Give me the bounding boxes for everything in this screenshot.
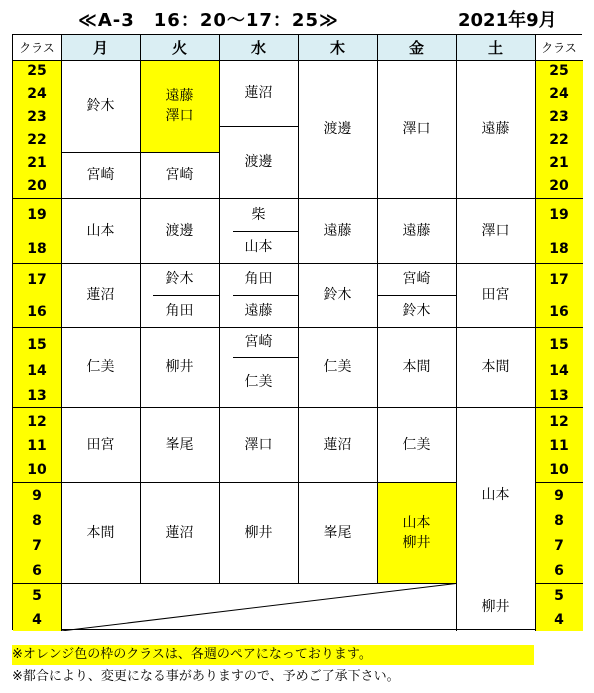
class-number-left-8: 8 [32, 513, 42, 529]
cell-wed: 遠藤 [244, 303, 273, 319]
day-header-thu: 木 [298, 35, 377, 60]
class-number-left-18: 18 [27, 241, 47, 257]
cell-tue: 宮崎 [165, 167, 194, 183]
cell-tue: 渡邊 [165, 222, 194, 239]
cell-tue-pair: 遠藤 澤口 [140, 60, 219, 152]
cell-thu: 仁美 [323, 359, 352, 375]
cell-fri: 仁美 [402, 436, 431, 453]
class-number-right-21: 21 [549, 155, 569, 171]
cell-wed: 角田 [244, 271, 273, 287]
cell-wed: 蓮沼 [244, 85, 273, 101]
cell-mon: 蓮沼 [86, 287, 115, 303]
timetable-grid [12, 34, 582, 630]
class-number-right-4: 4 [554, 612, 564, 628]
class-number-left-5: 5 [32, 588, 42, 604]
cell-sat: 柳井 [481, 599, 510, 615]
cell-fri: 宮崎 [402, 271, 431, 287]
class-number-right-9: 9 [554, 488, 564, 504]
cell-thu: 鈴木 [323, 287, 352, 303]
cell-mon: 仁美 [86, 359, 115, 375]
cell-thu: 蓮沼 [323, 436, 352, 453]
cell-mon: 鈴木 [86, 98, 115, 114]
class-number-right-23: 23 [549, 109, 569, 125]
class-number-left-19: 19 [27, 207, 47, 223]
cell-wed: 山本 [244, 239, 273, 255]
cell-tue: 角田 [165, 303, 194, 319]
cell-sat: 本間 [481, 359, 510, 375]
cell-tue: 蓮沼 [165, 524, 194, 541]
class-number-left-22: 22 [27, 132, 47, 148]
cell-tue: 鈴木 [165, 271, 194, 287]
cell-wed: 柳井 [244, 524, 273, 541]
class-number-left-13: 13 [27, 388, 47, 404]
class-number-left-17: 17 [27, 272, 47, 288]
class-number-left-4: 4 [32, 612, 42, 628]
class-number-left-23: 23 [27, 109, 47, 125]
cell-fri: 澤口 [402, 121, 431, 137]
cell-mon: 宮崎 [86, 167, 115, 183]
class-number-left-12: 12 [27, 414, 47, 430]
day-header-tue: 火 [140, 35, 219, 60]
class-header-right: クラス [535, 35, 583, 60]
cell-wed: 柴 [251, 206, 266, 223]
class-header-left: クラス [13, 35, 61, 60]
class-number-right-8: 8 [554, 513, 564, 529]
cell-tue: 柳井 [165, 359, 194, 375]
cell-thu: 峯尾 [323, 524, 352, 541]
day-header-wed: 水 [219, 35, 298, 60]
class-number-right-6: 6 [554, 563, 564, 579]
class-number-left-14: 14 [27, 363, 47, 379]
cell-tue: 峯尾 [165, 436, 194, 453]
class-number-right-15: 15 [549, 337, 569, 353]
cell-wed: 渡邊 [244, 154, 273, 170]
class-number-right-24: 24 [549, 86, 569, 102]
class-number-left-11: 11 [27, 438, 47, 454]
class-number-left-9: 9 [32, 488, 42, 504]
schedule-title: ≪A-3 16：20〜17：25≫ [78, 10, 339, 31]
note-schedule-change: ※都合により、変更になる事がありますので、予めご了承下さい。 [12, 669, 400, 684]
class-number-right-5: 5 [554, 588, 564, 604]
class-number-right-12: 12 [549, 414, 569, 430]
cell-wed: 宮崎 [244, 334, 273, 350]
class-number-left-21: 21 [27, 155, 47, 171]
day-header-fri: 金 [377, 35, 456, 60]
cell-sat: 遠藤 [481, 121, 510, 137]
cell-sat: 山本 [481, 487, 510, 503]
class-number-right-17: 17 [549, 272, 569, 288]
cell-thu: 渡邊 [323, 121, 352, 137]
cell-fri-pair: 山本 柳井 [377, 482, 456, 583]
class-number-right-16: 16 [549, 304, 569, 320]
class-number-right-7: 7 [554, 538, 564, 554]
cell-mon: 山本 [86, 222, 115, 239]
class-number-right-19: 19 [549, 207, 569, 223]
cell-thu: 遠藤 [323, 222, 352, 239]
class-number-right-20: 20 [549, 178, 569, 194]
cell-fri: 遠藤 [402, 222, 431, 239]
day-header-mon: 月 [61, 35, 140, 60]
class-number-left-25: 25 [27, 63, 47, 79]
class-number-right-13: 13 [549, 388, 569, 404]
cell-fri: 鈴木 [402, 303, 431, 319]
class-number-right-14: 14 [549, 363, 569, 379]
day-header-sat: 土 [456, 35, 535, 60]
cell-wed: 仁美 [244, 374, 273, 390]
cell-sat: 澤口 [481, 222, 510, 239]
class-number-right-10: 10 [549, 462, 569, 478]
cell-wed: 澤口 [244, 436, 273, 453]
class-number-left-7: 7 [32, 538, 42, 554]
class-number-right-25: 25 [549, 63, 569, 79]
class-number-right-18: 18 [549, 241, 569, 257]
class-number-left-24: 24 [27, 86, 47, 102]
cell-sat: 田宮 [481, 287, 510, 303]
class-number-right-22: 22 [549, 132, 569, 148]
class-number-left-6: 6 [32, 563, 42, 579]
class-number-left-16: 16 [27, 304, 47, 320]
class-number-left-10: 10 [27, 462, 47, 478]
cell-mon: 田宮 [86, 436, 115, 453]
cell-mon: 本間 [86, 524, 115, 541]
note-pair-classes: ※オレンジ色の枠のクラスは、各週のペアになっております。 [12, 645, 534, 665]
cell-fri: 本間 [402, 359, 431, 375]
class-number-right-11: 11 [549, 438, 569, 454]
class-number-left-20: 20 [27, 178, 47, 194]
class-number-left-15: 15 [27, 337, 47, 353]
month-label: 2021年9月 [458, 10, 557, 31]
